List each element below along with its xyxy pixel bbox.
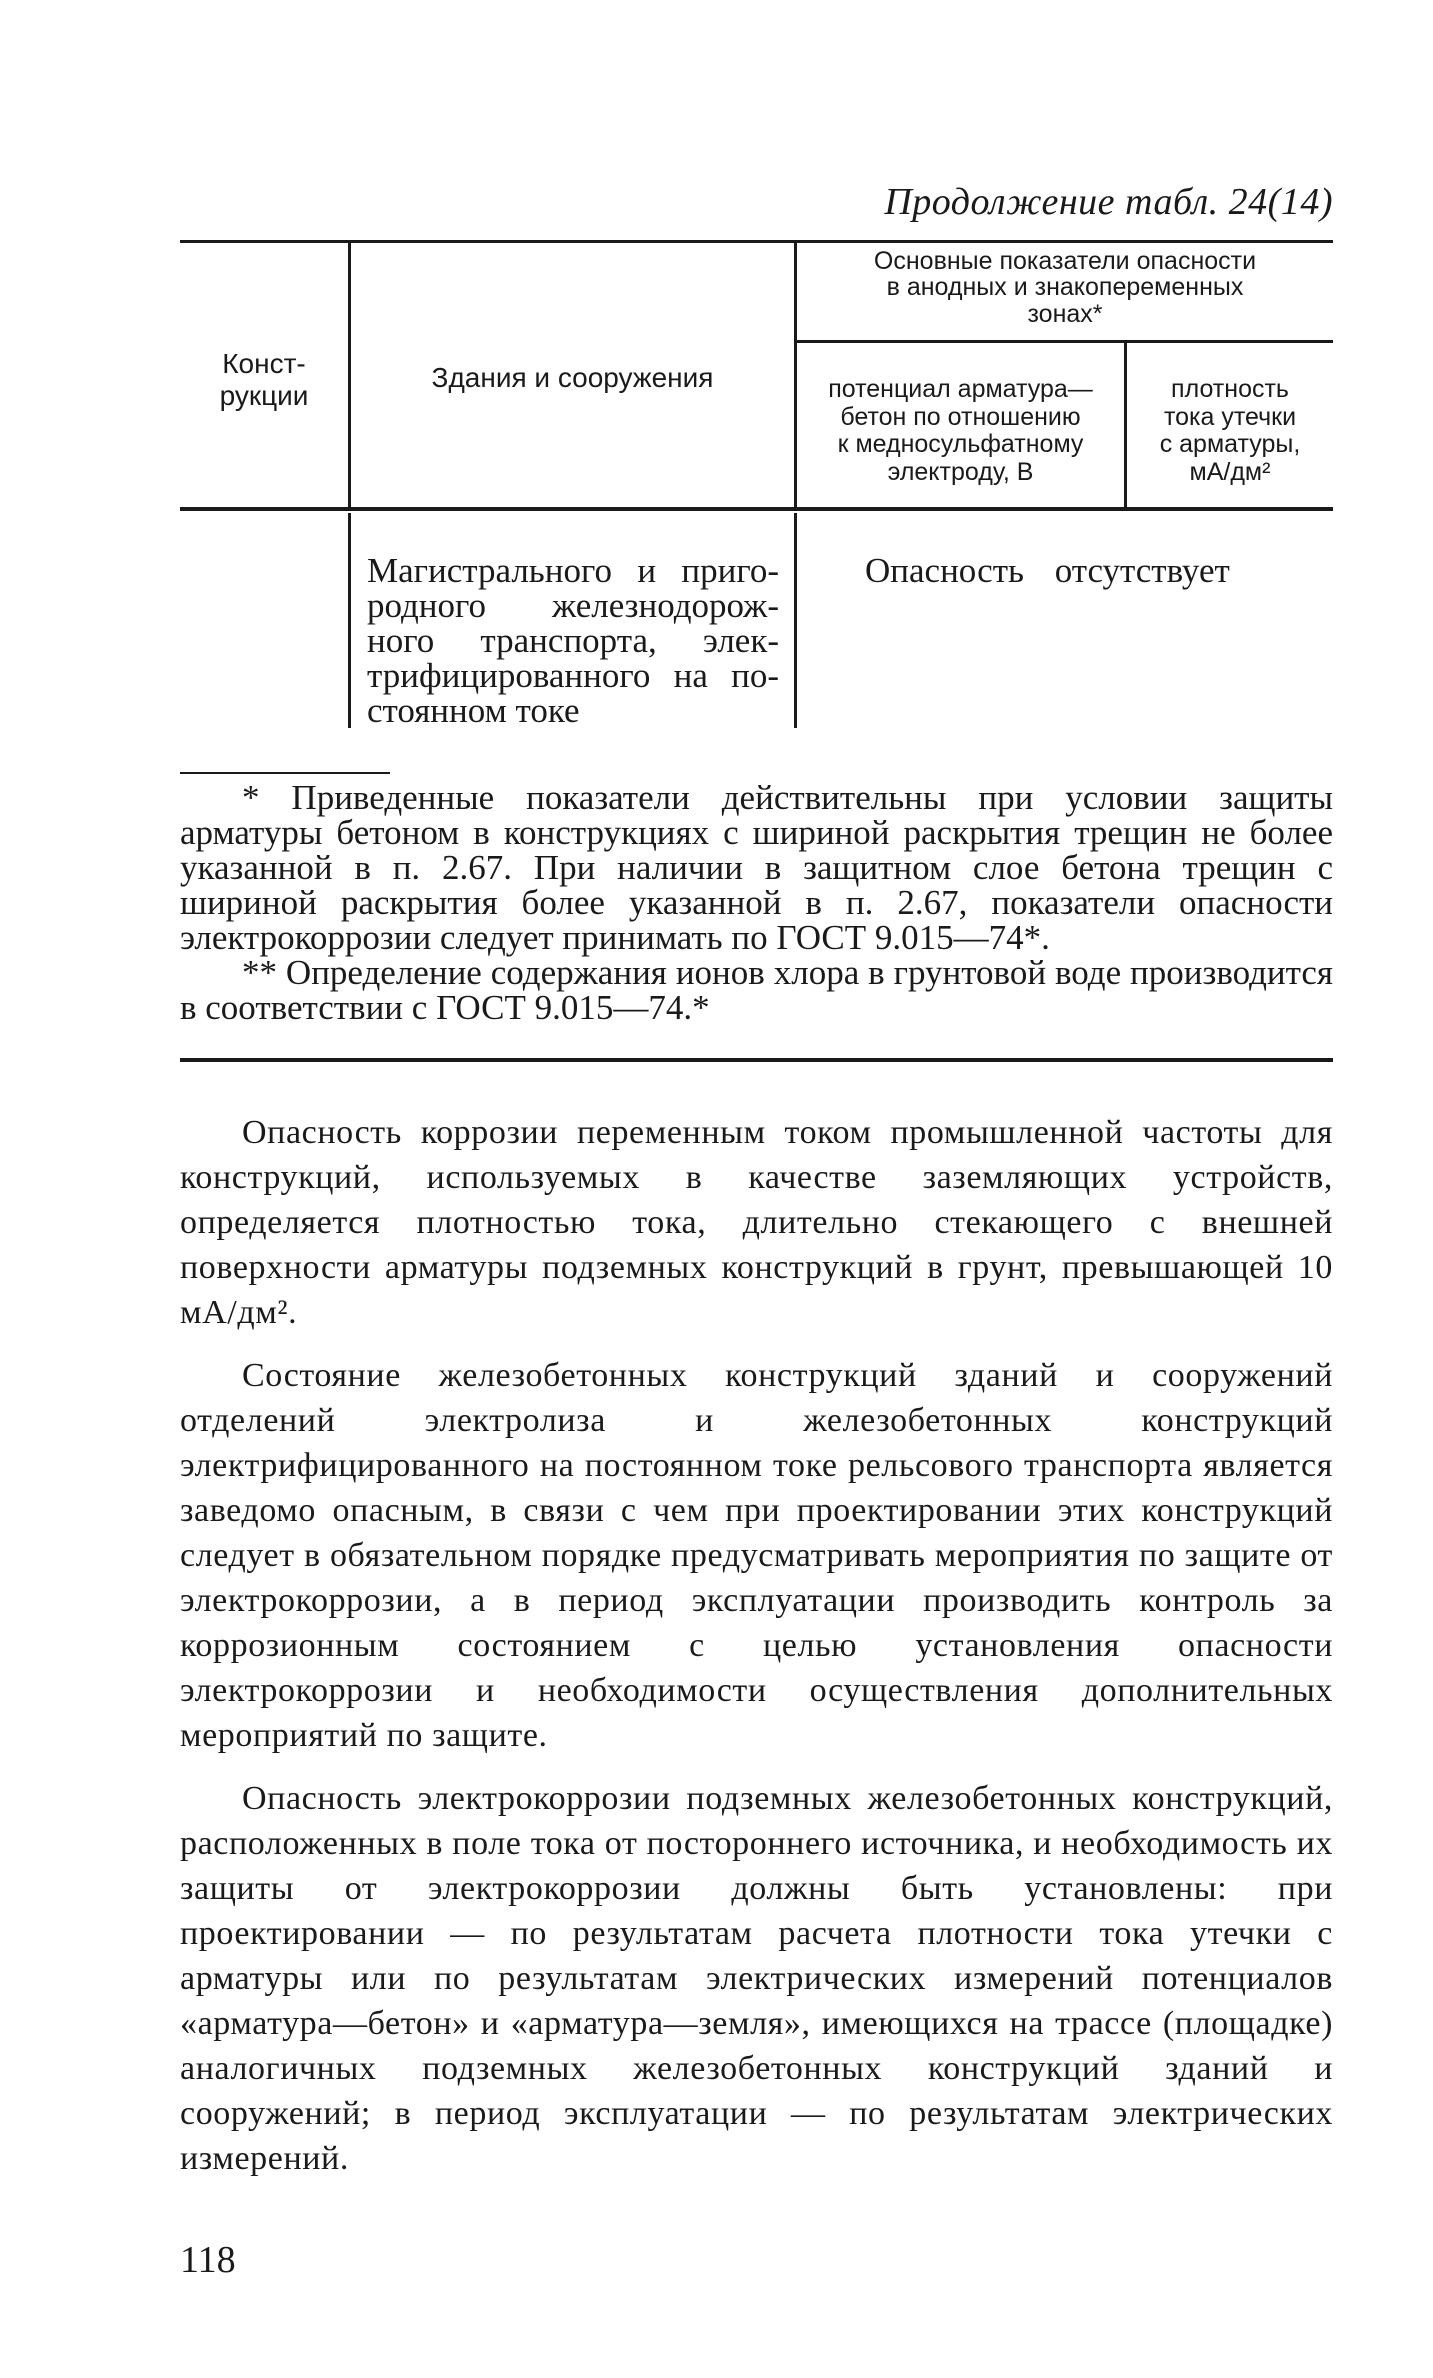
table-caption: Продолжение табл. 24(14) bbox=[884, 181, 1333, 223]
table-top-rule bbox=[180, 240, 1333, 243]
page-number: 118 bbox=[180, 2239, 236, 2281]
body-col-divider-1 bbox=[348, 513, 351, 728]
group-header-rule bbox=[797, 340, 1333, 343]
table-cell-danger: Опасность отсутствует bbox=[865, 551, 1230, 590]
footnotes bbox=[180, 780, 1333, 1025]
body-col-divider-2 bbox=[794, 513, 797, 728]
paragraph: Опасность электрокоррозии подземных железобетонных конструкций, расположенных в поле тока от постороннего источника, и необходимость их защиты от электрокоррозии должны быть установлены: при проектировании — по результатам расчета плотности тока утечки с арматуры или по результатам электрических измерений потенциалов «арматура—бетон» и «арматура—земля», имеющихся на трассе (площадке) аналогичных подземных железобетонных конструкций зданий и сооружений; в период эксплуатации — по результатам электрических измерений. bbox=[180, 1780, 1333, 2177]
table-header-bottom-rule bbox=[180, 507, 1333, 511]
footnote-separator bbox=[180, 772, 390, 774]
table-cell-building: Магистрального и приго-родного железнодорож-ного транспорта, элек-трифицированного на по-стоянном токе bbox=[367, 551, 779, 730]
paragraph: Опасность коррозии переменным током промышленной частоты для конструкций, используемых в качестве заземляющих устройств, определяется плотностью тока, длительно стекающего с внешней поверхности арматуры подземных конструкций в грунт, превышающей 10 мА/дм². bbox=[180, 1114, 1333, 1331]
section-rule bbox=[180, 1058, 1333, 1062]
header-buildings: Здания и сооружения bbox=[431, 362, 714, 393]
header-potential: потенциал арматура— бетон по отношению к медносульфатному электроду, В bbox=[828, 375, 1093, 486]
body-text bbox=[180, 1110, 1333, 2199]
header-danger-indicators: Основные показатели опасности в анодных и знакопеременных зонах* bbox=[873, 247, 1257, 328]
paragraph: Состояние железобетонных конструкций зданий и сооружений отделений электролиза и железобетонных конструкций электрифицированного на постоянном токе рельсового транспорта является заведомо опасным, в связи с чем при проектировании этих конструкций следует в обязательном порядке предусматривать мероприятия по защите от электрокоррозии, а в период эксплуатации производить контроль за коррозионным состоянием с целью установления опасности электрокоррозии и необходимости осуществления дополнительных мероприятий по защите. bbox=[180, 1357, 1333, 1754]
footnote-1: * Приведенные показатели действительны при условии защиты арматуры бетоном в конструкциях с шириной раскрытия трещин не более указанной в п. 2.67. При наличии в защитном слое бетона трещин с шириной раскрытия более указанной в п. 2.67, показатели опасности электрокоррозии следует принимать по ГОСТ 9.015—74*. bbox=[180, 778, 1333, 957]
footnote-2: ** Определение содержания ионов хлора в грунтовой воде производится в соответствии с ГОСТ 9.015—74.* bbox=[180, 953, 1333, 1027]
header-current-density: плотность тока утечки с арматуры, мА/дм² bbox=[1159, 375, 1301, 486]
header-constructions: Конст- рукции bbox=[219, 348, 309, 411]
